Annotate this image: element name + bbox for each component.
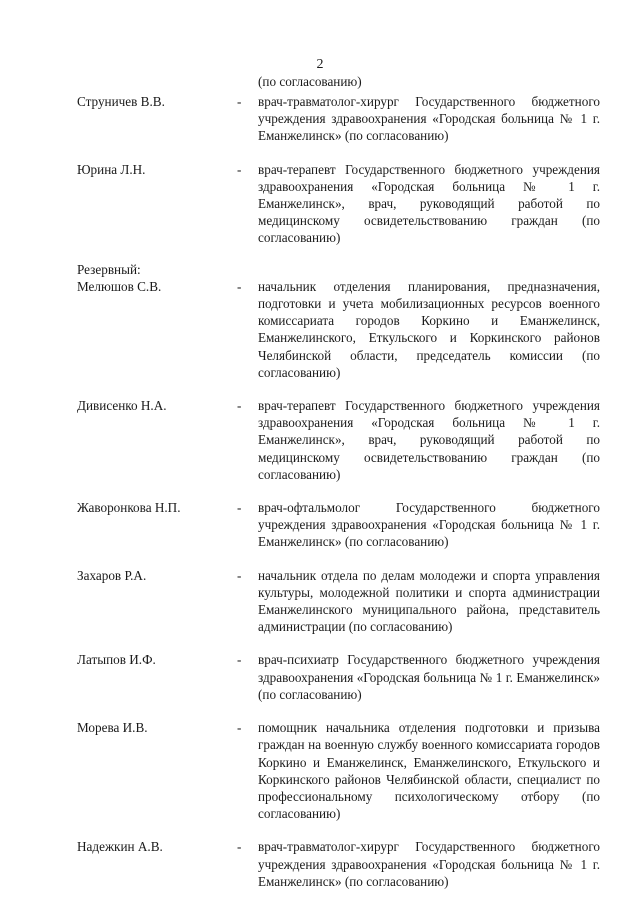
member-entry	[0, 567, 640, 636]
member-entry	[0, 397, 640, 483]
member-name: Струничев В.В.	[77, 94, 165, 109]
reserve-section-label: Резервный:	[77, 261, 141, 277]
separator-dash: -	[237, 278, 242, 294]
member-position: врач-психиатр Государственного бюджетного учреждения здравоохранения «Городская больница № 1 г. Еманжелинск» (по согласованию)	[258, 652, 600, 702]
member-name: Морева И.В.	[77, 720, 148, 736]
member-position: врач-травматолог-хирург Государственного бюджетного учреждения здравоохранения «Городская больница № 1 г. Еманжелинск» (по согласованию)	[258, 94, 600, 144]
member-entry	[0, 651, 640, 703]
separator-dash: -	[237, 839, 242, 855]
separator-dash: -	[237, 161, 242, 177]
member-position: помощник начальника отделения подготовки и призыва граждан на военную службу военного комиссариата городов Коркино и Еманжелинск, Еманжелинского, Еткульского и Коркинского районов Челябинской области, специалист по профессиональному психологическому отбору (по согласованию)	[258, 720, 600, 822]
member-name: Надежкин А.В.	[77, 839, 163, 855]
member-entry	[0, 278, 640, 381]
member-position: врач-офтальмолог Государственного бюджетного учреждения здравоохранения «Городская больница № 1 г. Еманжелинск» (по согласованию)	[258, 500, 600, 550]
member-position: начальник отдела по делам молодежи и спорта управления культуры, молодежной политики и спорта администрации Еманжелинского муниципального района, представитель администрации (по согласованию)	[258, 567, 600, 635]
separator-dash: -	[237, 398, 242, 414]
separator-dash: -	[237, 567, 242, 583]
separator-dash: -	[237, 94, 242, 109]
member-entry	[0, 161, 640, 247]
member-list	[0, 93, 640, 906]
member-entry	[0, 499, 640, 551]
member-entry	[0, 719, 640, 822]
member-entry	[0, 93, 640, 145]
member-position: врач-травматолог-хирург Государственного бюджетного учреждения здравоохранения «Городская больница № 1 г. Еманжелинск» (по согласованию)	[258, 839, 600, 889]
member-position: врач-терапевт Государственного бюджетного учреждения здравоохранения «Городская больница № 1 г. Еманжелинск», врач, руководящий работой по медицинскому освидетельствованию граждан (по согласованию)	[258, 161, 600, 246]
page-number: 2	[316, 57, 324, 72]
member-name: Дивисенко Н.А.	[77, 398, 167, 414]
member-name: Юрина Л.Н.	[77, 161, 146, 177]
member-entry	[0, 838, 640, 890]
separator-dash: -	[237, 500, 242, 516]
member-name: Латыпов И.Ф.	[77, 652, 156, 668]
member-name: Жаворонкова Н.П.	[77, 500, 181, 516]
member-position: врач-терапевт Государственного бюджетного учреждения здравоохранения «Городская больница № 1 г. Еманжелинск», врач, руководящий работой по медицинскому освидетельствованию граждан (по согласованию)	[258, 398, 600, 482]
separator-dash: -	[237, 720, 242, 736]
separator-dash: -	[237, 652, 242, 668]
continuation-note: (по согласованию)	[258, 74, 362, 89]
member-position: начальник отделения планирования, предназначения, подготовки и учета мобилизационных ресурсов военного комиссариата городов Коркино и Еманжелинск, Еманжелинского, Еткульского и Коркинского районов Челябинской области, председатель комиссии (по согласованию)	[258, 278, 600, 380]
member-name: Захаров Р.А.	[77, 567, 147, 583]
member-name: Мелюшов С.В.	[77, 278, 162, 294]
